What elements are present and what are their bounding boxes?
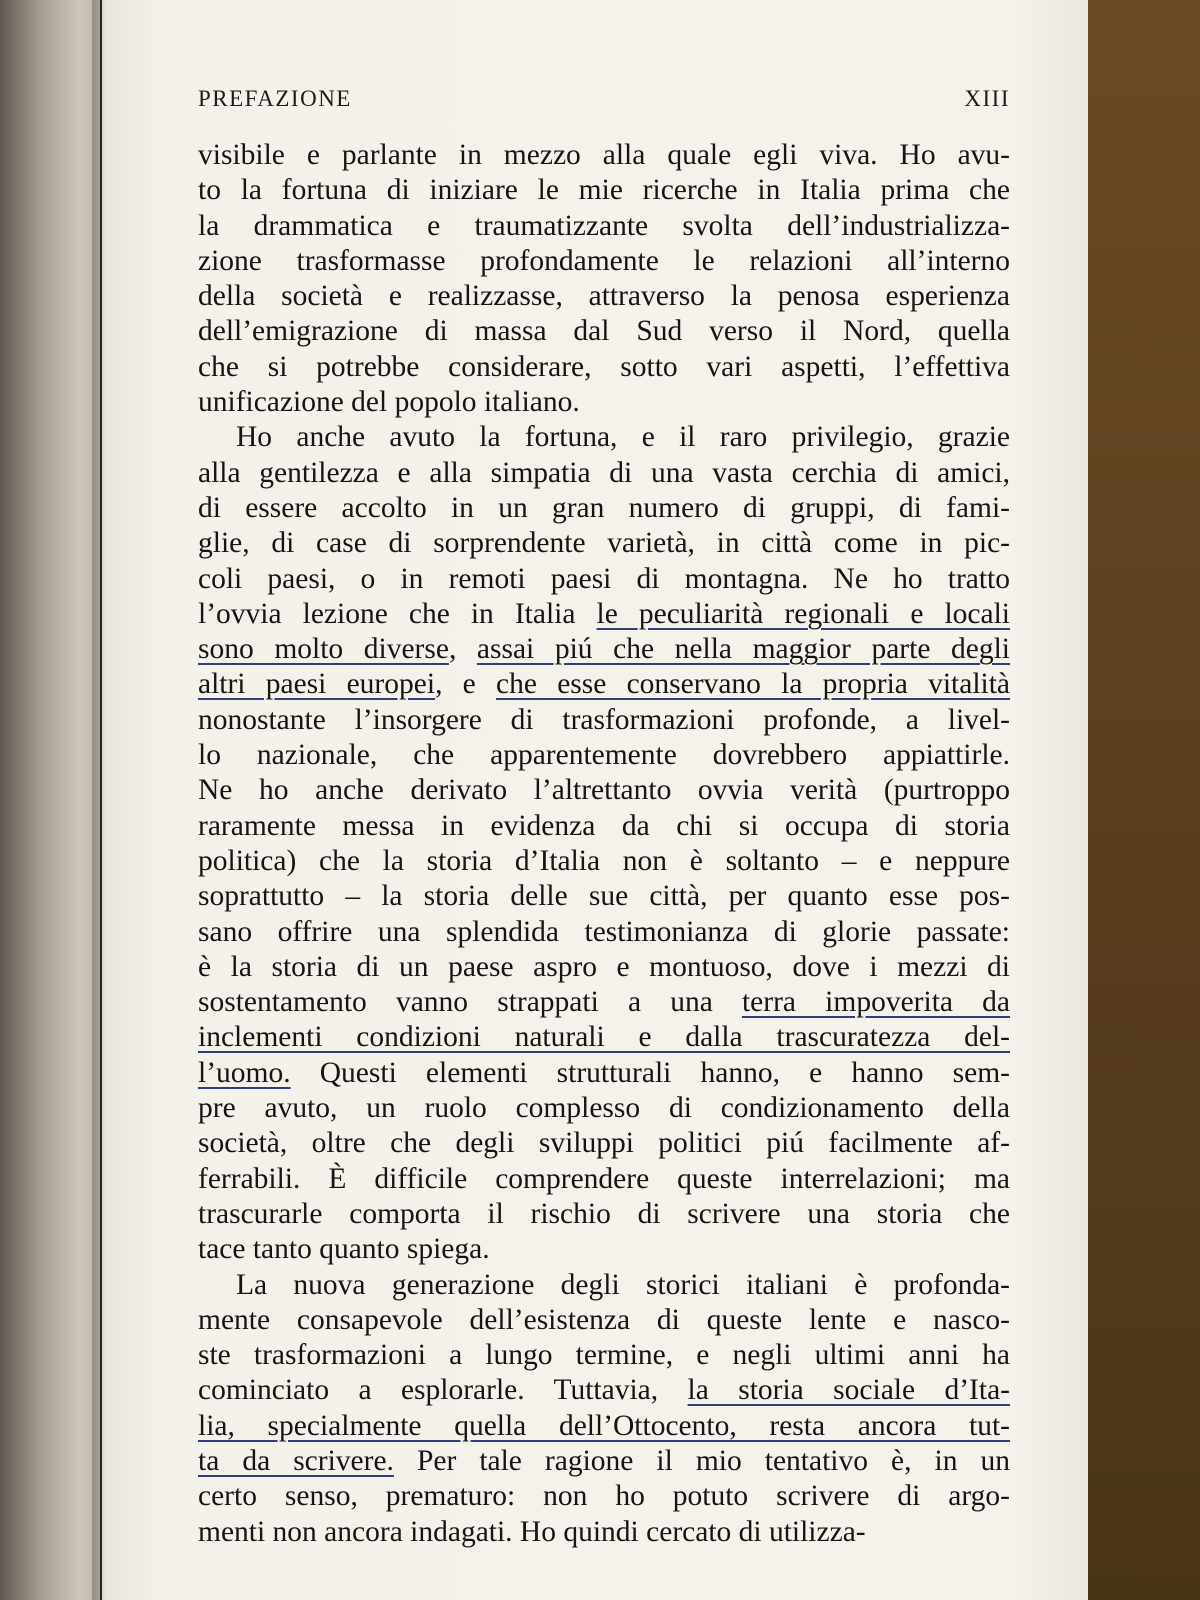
text-segment: sostentamento vanno strappati a una — [198, 986, 742, 1019]
text-line — [198, 809, 1010, 844]
underlined-text: che esse conservano la propria vitalità — [496, 668, 1011, 701]
text-line — [198, 879, 1010, 914]
underlined-text: l’uomo. — [198, 1056, 291, 1089]
text-segment: lo nazionale, che apparentemente dovrebbero appiattirle. — [198, 739, 1010, 772]
text-line — [198, 1444, 1010, 1479]
text-segment: pre avuto, un ruolo complesso di condizionamento della — [198, 1092, 1010, 1125]
text-segment: La nuova generazione degli storici italiani è profonda- — [236, 1268, 1010, 1301]
text-segment: certo senso, prematuro: non ho potuto scrivere di argo- — [198, 1480, 1010, 1513]
text-segment: Ne ho anche derivato l’altrettanto ovvia verità (purtroppo — [198, 774, 1010, 807]
text-segment: ste trasformazioni a lungo termine, e negli ultimi anni ha — [198, 1339, 1010, 1372]
text-line — [198, 1479, 1010, 1514]
paragraph — [198, 420, 1010, 1267]
text-segment: raramente messa in evidenza da chi si occupa di storia — [198, 809, 1010, 842]
text-segment: alla gentilezza e alla simpatia di una vasta cerchia di amici, — [198, 456, 1010, 489]
text-line — [198, 1338, 1010, 1373]
text-segment: Per tale ragione il mio tentativo è, in un — [393, 1444, 1010, 1477]
text-line — [198, 244, 1010, 279]
text-line — [198, 1020, 1010, 1055]
text-segment: nonostante l’insorgere di trasformazioni profonde, a livel- — [198, 703, 1010, 736]
text-line — [198, 1091, 1010, 1126]
text-line — [198, 1232, 1010, 1267]
text-line — [198, 1197, 1010, 1232]
text-line — [198, 491, 1010, 526]
text-line — [198, 1162, 1010, 1197]
underlined-text: le peculiarità regionali e locali — [596, 597, 1010, 630]
text-segment: della società e realizzasse, attraverso la penosa esperienza — [198, 280, 1010, 313]
text-line — [198, 1056, 1010, 1091]
text-segment: cominciato a esplorarle. Tuttavia, — [198, 1374, 688, 1407]
text-line — [198, 1373, 1010, 1408]
text-line — [198, 562, 1010, 597]
text-line — [198, 1515, 1010, 1550]
text-line — [198, 915, 1010, 950]
page-gutter-shadow — [92, 0, 106, 1600]
text-segment: soprattutto – la storia delle sue città, per quanto esse pos- — [198, 880, 1010, 913]
underlined-text: sono molto diverse — [198, 633, 449, 666]
text-segment: , e — [435, 668, 497, 701]
text-line — [198, 420, 1010, 455]
paragraph — [198, 1268, 1010, 1550]
text-segment: tace tanto quanto spiega. — [198, 1233, 490, 1266]
text-line — [198, 844, 1010, 879]
text-line — [198, 738, 1010, 773]
page-number: XIII — [964, 86, 1010, 111]
text-segment: , — [448, 633, 477, 666]
text-segment: menti non ancora indagati. Ho quindi cercato di utilizza- — [198, 1515, 866, 1548]
text-segment: glie, di case di sorprendente varietà, in città come in pic- — [198, 527, 1010, 560]
text-line — [198, 314, 1010, 349]
underlined-text: terra impoverita da — [741, 986, 1010, 1019]
text-segment: Questi elementi strutturali hanno, e hanno sem- — [290, 1056, 1010, 1089]
text-line — [198, 1303, 1010, 1338]
text-segment: Ho anche avuto la fortuna, e il raro privilegio, grazie — [236, 421, 1010, 454]
underlined-text: ta da scrivere. — [198, 1444, 394, 1477]
underlined-text: lia, specialmente quella dell’Ottocento, resta ancora tut- — [198, 1409, 1010, 1442]
text-line — [198, 985, 1010, 1020]
text-line — [198, 209, 1010, 244]
text-segment: di essere accolto in un gran numero di gruppi, di fami- — [198, 491, 1010, 524]
text-line — [198, 1409, 1010, 1444]
chapter-title: PREFAZIONE — [198, 86, 352, 111]
paragraph — [198, 138, 1010, 420]
text-segment: è la storia di un paese aspro e montuoso, dove i mezzi di — [198, 950, 1010, 983]
body-text — [198, 138, 1010, 1550]
text-segment: trascurarle comporta il rischio di scrivere una storia che — [198, 1197, 1010, 1230]
text-line — [198, 632, 1010, 667]
text-segment: dell’emigrazione di massa dal Sud verso il Nord, quella — [198, 315, 1010, 348]
text-segment: visibile e parlante in mezzo alla quale egli viva. Ho avu- — [198, 139, 1010, 171]
text-segment: zione trasformasse profondamente le relazioni all’interno — [198, 244, 1010, 277]
text-segment: politica) che la storia d’Italia non è soltanto – e neppure — [198, 844, 1010, 877]
text-segment: to la fortuna di iniziare le mie ricerche in Italia prima che — [198, 174, 1010, 207]
text-line — [198, 350, 1010, 385]
text-segment: l’ovvia lezione che in Italia — [198, 597, 597, 630]
text-segment: ferrabili. È difficile comprendere queste interrelazioni; ma — [198, 1162, 1010, 1195]
underlined-text: altri paesi europei — [198, 668, 436, 701]
underlined-text: assai piú che nella maggior parte degli — [476, 633, 1010, 666]
text-line — [198, 138, 1010, 173]
text-line — [198, 1268, 1010, 1303]
text-line — [198, 1126, 1010, 1161]
text-segment: unificazione del popolo italiano. — [198, 386, 580, 419]
text-line — [198, 385, 1010, 420]
text-line — [198, 667, 1010, 702]
facing-page-edge — [0, 0, 100, 1600]
running-head — [198, 86, 1010, 116]
text-line — [198, 950, 1010, 985]
table-background — [1088, 0, 1200, 1600]
text-line — [198, 173, 1010, 208]
text-segment: che si potrebbe considerare, sotto vari aspetti, l’effettiva — [198, 350, 1010, 383]
text-segment: mente consapevole dell’esistenza di queste lente e nasco- — [198, 1303, 1010, 1336]
text-line — [198, 526, 1010, 561]
text-line — [198, 773, 1010, 808]
text-line — [198, 456, 1010, 491]
underlined-text: la storia sociale d’Ita- — [687, 1374, 1010, 1407]
text-line — [198, 279, 1010, 314]
text-segment: coli paesi, o in remoti paesi di montagna. Ne ho tratto — [198, 562, 1010, 595]
text-line — [198, 703, 1010, 738]
text-line — [198, 597, 1010, 632]
text-segment: sano offrire una splendida testimonianza di glorie passate: — [198, 915, 1010, 948]
underlined-text: inclementi condizioni naturali e dalla trascuratezza del- — [198, 1021, 1010, 1054]
text-segment: società, oltre che degli sviluppi politici piú facilmente af- — [198, 1127, 1010, 1160]
text-segment: la drammatica e traumatizzante svolta dell’industrializza- — [198, 209, 1010, 242]
